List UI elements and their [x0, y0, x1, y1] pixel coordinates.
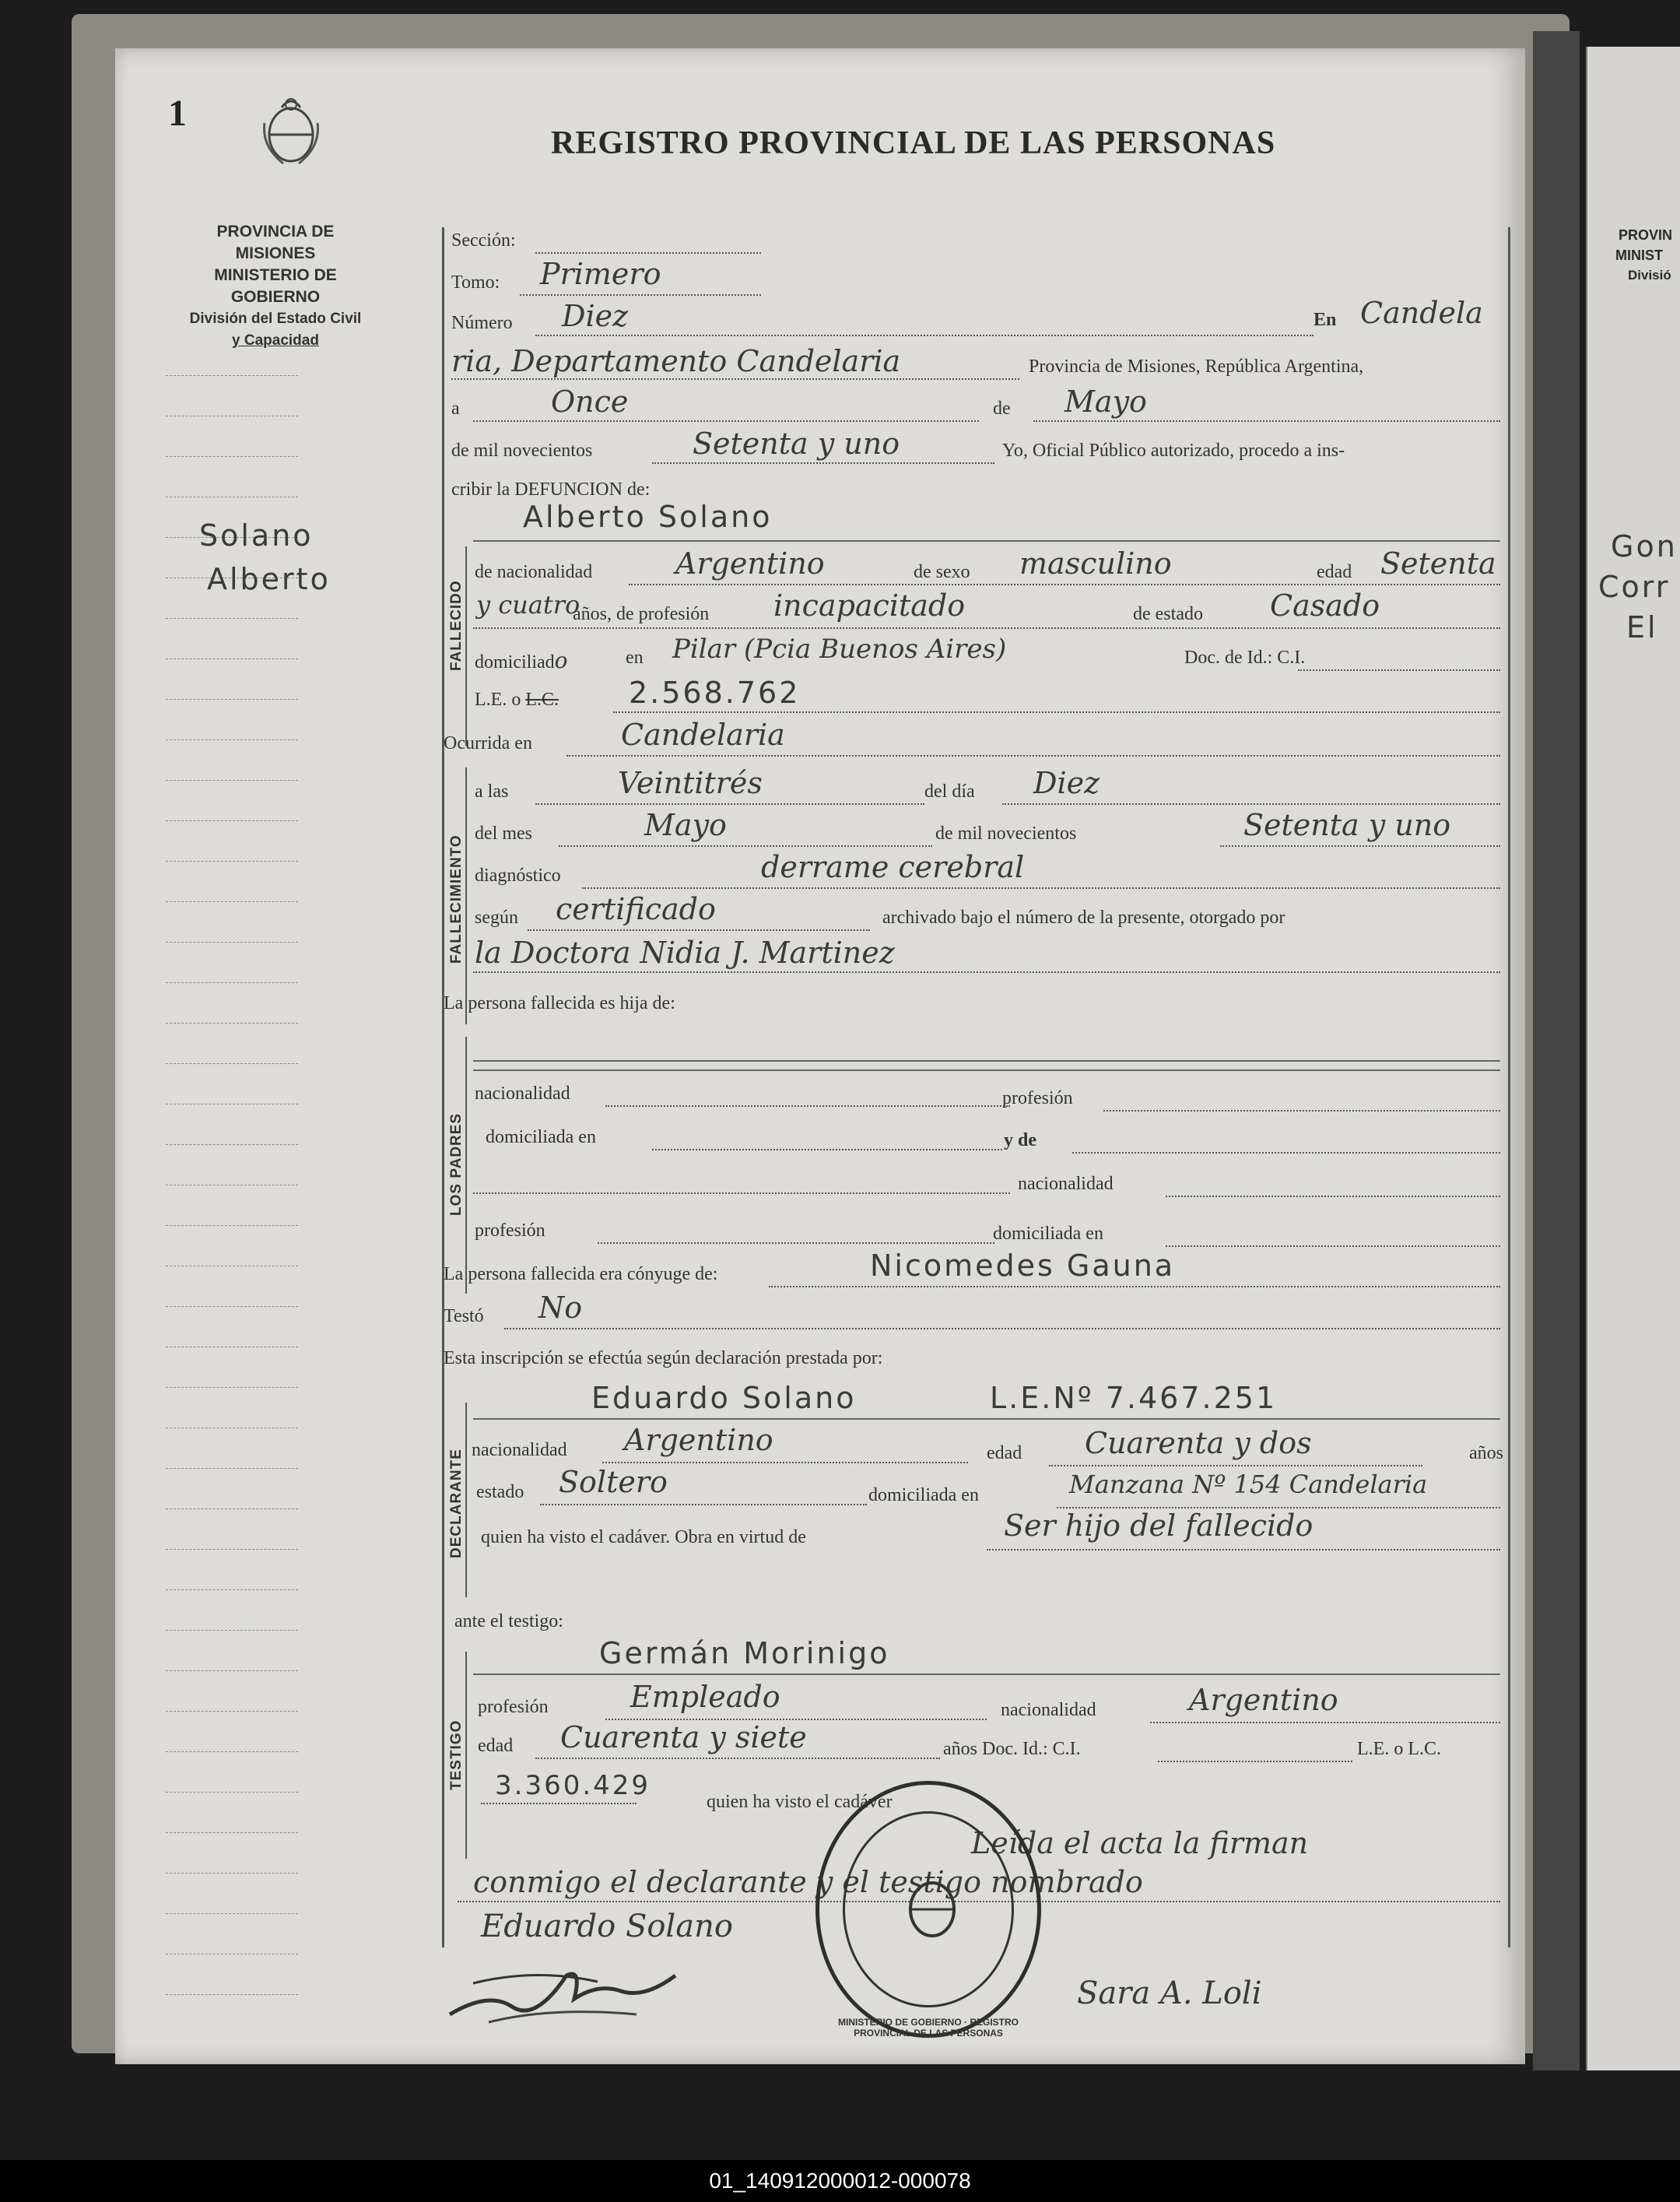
form-right-border — [1508, 227, 1510, 1947]
madre-domicilio-label: domiciliada en — [993, 1224, 1103, 1244]
domicilio-en-label: en — [626, 648, 644, 668]
numero-value: Diez — [562, 299, 629, 333]
section-bar — [465, 546, 467, 746]
field-line — [1072, 1152, 1500, 1154]
mes-fallecimiento-value: Mayo — [644, 808, 727, 842]
org-line: y Capacidad — [232, 332, 319, 349]
oficial-label: Yo, Oficial Público autorizado, procedo a ins- — [1002, 441, 1345, 461]
profesion-value: incapacitado — [773, 588, 966, 623]
field-line — [598, 1242, 994, 1244]
stamp-text: MINISTERIO DE GOBIERNO · REGISTRO PROVINCIAL DE LAS PERSONAS — [837, 2017, 1019, 2039]
archivado-label: archivado bajo el número de la presente, otorgado por — [882, 908, 1285, 928]
declarante-edad-value: Cuarenta y dos — [1085, 1426, 1312, 1460]
field-line — [473, 540, 1500, 542]
testigo-le-label: L.E. o L.C. — [1357, 1739, 1441, 1759]
deldia-label: del día — [924, 781, 975, 802]
tomo-label: Tomo: — [451, 272, 500, 293]
field-line — [481, 1803, 637, 1804]
inscribir-label: cribir la DEFUNCION de: — [451, 479, 651, 500]
mes-value: Mayo — [1064, 385, 1147, 419]
declarante-visto-label: quien ha visto el cadáver. Obra en virtud de — [481, 1527, 806, 1547]
medico-value: la Doctora Nidia J. Martinez — [475, 936, 895, 970]
declarante-nacionalidad-label: nacionalidad — [472, 1440, 567, 1460]
estado-value: Casado — [1270, 588, 1380, 623]
estado-label: de estado — [1133, 604, 1203, 624]
field-line — [473, 971, 1500, 973]
field-line — [473, 420, 979, 422]
declarante-nombre: Eduardo Solano — [591, 1381, 857, 1415]
section-label-fallecido: FALLECIDO — [448, 580, 465, 671]
field-line — [520, 294, 761, 296]
section-label-fallecimiento: FALLECIMIENTO — [448, 834, 465, 964]
field-line — [1103, 1110, 1500, 1112]
margin-surname: Solano — [199, 518, 314, 553]
book-gutter — [1533, 31, 1580, 2070]
hora-value: Veintitrés — [618, 766, 763, 800]
field-line — [1158, 1761, 1352, 1762]
madre-nacionalidad-label: nacionalidad — [1018, 1174, 1114, 1194]
en-value: Candela — [1360, 296, 1483, 330]
ocurrida-label: Ocurrida en — [444, 733, 532, 753]
field-line — [451, 378, 1019, 380]
declarante-domicilio-value: Manzana Nº 154 Candelaria — [1069, 1470, 1428, 1499]
declaracion-label: Esta inscripción se efectúa según declaración prestada por: — [444, 1348, 883, 1368]
field-line — [769, 1286, 1500, 1287]
field-line — [528, 929, 870, 931]
mil-fallecimiento-label: de mil novecientos — [935, 824, 1077, 844]
section-label-padres: LOS PADRES — [448, 1112, 465, 1216]
coat-of-arms-icon — [260, 92, 322, 170]
doc-label: Doc. de Id.: C.I. — [1184, 648, 1306, 668]
next-page-handwriting: Gon — [1611, 529, 1678, 564]
field-line — [473, 1060, 1500, 1062]
testigo-nacionalidad-value: Argentino — [1189, 1683, 1338, 1717]
declarante-edad-label: edad — [987, 1443, 1022, 1463]
provincia-label: Provincia de Misiones, República Argentina, — [1029, 356, 1364, 377]
padre-profesion-label: profesión — [1002, 1088, 1073, 1108]
official-stamp — [815, 1781, 1041, 2038]
field-line — [1298, 669, 1500, 671]
field-line — [473, 627, 1500, 629]
field-line — [652, 1149, 1002, 1150]
declarante-virtud-value: Ser hijo del fallecido — [1004, 1508, 1313, 1543]
dia-value: Once — [551, 385, 629, 419]
field-line — [535, 1758, 940, 1759]
declarante-estado-label: estado — [476, 1482, 524, 1502]
nacionalidad-label: de nacionalidad — [475, 562, 593, 582]
edad-value: Setenta — [1380, 546, 1496, 581]
mil-label: de mil novecientos — [451, 441, 593, 461]
next-page-edge — [1586, 47, 1680, 2070]
domicilio-value: Pilar (Pcia Buenos Aires) — [672, 634, 1007, 665]
lugar-value: ria, Departamento Candelaria — [451, 344, 901, 378]
dia-fallecimiento-value: Diez — [1033, 766, 1100, 800]
firma-testigo-signature — [442, 1944, 707, 2030]
testigo-ante-label: ante el testigo: — [454, 1611, 563, 1631]
tomo-value: Primero — [540, 257, 661, 291]
section-bar — [465, 1037, 467, 1294]
section-label-testigo: TESTIGO — [448, 1719, 465, 1790]
testigo-visto-label: quien ha visto el cadáver — [707, 1792, 893, 1812]
field-line — [559, 845, 932, 847]
org-line: División del Estado Civil — [189, 311, 362, 327]
next-page-handwriting: El — [1626, 610, 1658, 644]
en-label: En — [1313, 310, 1337, 330]
section-bar — [465, 1403, 467, 1597]
field-line — [602, 1462, 968, 1463]
field-line — [504, 1328, 1500, 1329]
margin-ruled-lines — [166, 375, 298, 2049]
field-line — [535, 335, 1313, 336]
margin-given-name: Alberto — [207, 562, 331, 596]
field-line — [1150, 1722, 1500, 1723]
diagnostico-label: diagnóstico — [475, 866, 561, 886]
testigo-nombre: Germán Morinigo — [599, 1636, 890, 1670]
le-value: 2.568.762 — [629, 676, 801, 710]
testo-value: No — [538, 1291, 583, 1325]
declarante-estado-value: Soltero — [559, 1465, 668, 1499]
field-line — [605, 1105, 1010, 1107]
declarante-domicilio-label: domiciliada en — [868, 1485, 979, 1505]
a-label: a — [451, 399, 460, 419]
field-line — [629, 584, 1500, 585]
field-line — [1002, 803, 1500, 805]
ocurrida-value: Candelaria — [621, 718, 785, 752]
field-line — [535, 803, 924, 805]
next-page-org-line: Divisió — [1628, 268, 1671, 283]
image-id-footer: 01_140912000012-000078 — [0, 2160, 1680, 2202]
form-left-border — [442, 227, 444, 1947]
padre-nacionalidad-label: nacionalidad — [475, 1083, 570, 1104]
alas-label: a las — [475, 781, 509, 802]
madre-profesion-label: profesión — [475, 1220, 545, 1241]
segun-label: según — [475, 908, 518, 928]
testo-label: Testó — [444, 1306, 484, 1326]
section-bar — [465, 767, 467, 1024]
le-label — [475, 690, 559, 711]
sexo-value: masculino — [1019, 546, 1172, 581]
delmes-label: del mes — [475, 824, 532, 844]
firma-declarante: Eduardo Solano — [481, 1909, 733, 1944]
field-line — [473, 1192, 1010, 1194]
le-label-text: L.E. o — [475, 690, 521, 710]
testigo-profesion-label: profesión — [478, 1697, 549, 1717]
page-number: 1 — [168, 93, 187, 134]
nacionalidad-value: Argentino — [675, 546, 825, 581]
testigo-edad-label: edad — [478, 1736, 514, 1756]
le-struck: L.C. — [525, 690, 559, 710]
padre-domicilio-label: domiciliada en — [486, 1127, 596, 1147]
anio-fallecimiento-value: Setenta y uno — [1243, 808, 1451, 842]
field-line — [613, 711, 1500, 713]
field-line — [652, 462, 994, 464]
field-line — [1166, 1196, 1500, 1197]
field-line — [1033, 420, 1500, 422]
field-line — [473, 1069, 1500, 1071]
de-label: de — [993, 399, 1011, 419]
diagnostico-value: derrame cerebral — [761, 850, 1025, 884]
yde-label: y de — [1004, 1130, 1036, 1150]
field-line — [582, 887, 1500, 889]
firma-oficial: Sara A. Loli — [1077, 1975, 1262, 2011]
field-line — [566, 755, 1500, 757]
hija-label: La persona fallecida es hija de: — [444, 993, 675, 1013]
section-label-declarante: DECLARANTE — [448, 1449, 465, 1558]
testigo-edad-value: Cuarenta y siete — [560, 1720, 807, 1754]
stamp-emblem-icon — [901, 1870, 963, 1948]
domicilio-label-text: domiciliad — [475, 652, 555, 673]
field-line — [1049, 1465, 1422, 1466]
cierre-line-2: conmigo el declarante y el testigo nombrado — [473, 1865, 1143, 1899]
field-line — [540, 1504, 867, 1505]
declarante-anios-label: años — [1469, 1443, 1503, 1463]
conyuge-label: La persona fallecida era cónyuge de: — [444, 1264, 718, 1284]
edad-label: edad — [1317, 562, 1352, 582]
field-line — [987, 1549, 1500, 1551]
field-line — [473, 1673, 1500, 1675]
segun-value: certificado — [556, 892, 716, 926]
testigo-nacionalidad-label: nacionalidad — [1001, 1700, 1096, 1720]
testigo-le-value: 3.360.429 — [495, 1770, 651, 1801]
field-line — [535, 252, 761, 254]
declarante-nacionalidad-value: Argentino — [624, 1423, 773, 1457]
page-title: REGISTRO PROVINCIAL DE LAS PERSONAS — [551, 125, 1276, 161]
deceased-name: Alberto Solano — [523, 500, 773, 534]
field-line — [473, 1418, 1500, 1420]
section-bar — [465, 1652, 467, 1859]
org-line: MINISTERIO DE GOBIERNO — [214, 266, 337, 306]
domicilio-label — [475, 648, 568, 673]
field-line — [1220, 845, 1500, 847]
testigo-profesion-value: Empleado — [630, 1680, 780, 1714]
declarante-doc: L.E.Nº 7.467.251 — [990, 1381, 1278, 1415]
conyuge-value: Nicomedes Gauna — [870, 1249, 1176, 1283]
cierre-line-1: Leída el acta la firman — [971, 1826, 1309, 1860]
profesion-label: años, de profesión — [573, 604, 710, 624]
anio-value: Setenta y uno — [693, 427, 900, 461]
domicilio-suffix: o — [554, 648, 568, 673]
seccion-label: Sección: — [451, 230, 516, 251]
next-page-org-line: PROVIN — [1619, 227, 1673, 243]
edad-value-cont: y cuatro — [476, 590, 580, 620]
next-page-org-line: MINIST — [1615, 248, 1663, 263]
registry-page — [115, 48, 1525, 2064]
next-page-handwriting: Corr — [1598, 570, 1671, 604]
sexo-label: de sexo — [914, 562, 970, 582]
org-line: PROVINCIA DE MISIONES — [216, 223, 335, 262]
testigo-doc-label: años Doc. Id.: C.I. — [943, 1739, 1081, 1759]
field-line — [1166, 1245, 1500, 1247]
issuing-org — [182, 221, 369, 352]
numero-label: Número — [451, 313, 513, 333]
